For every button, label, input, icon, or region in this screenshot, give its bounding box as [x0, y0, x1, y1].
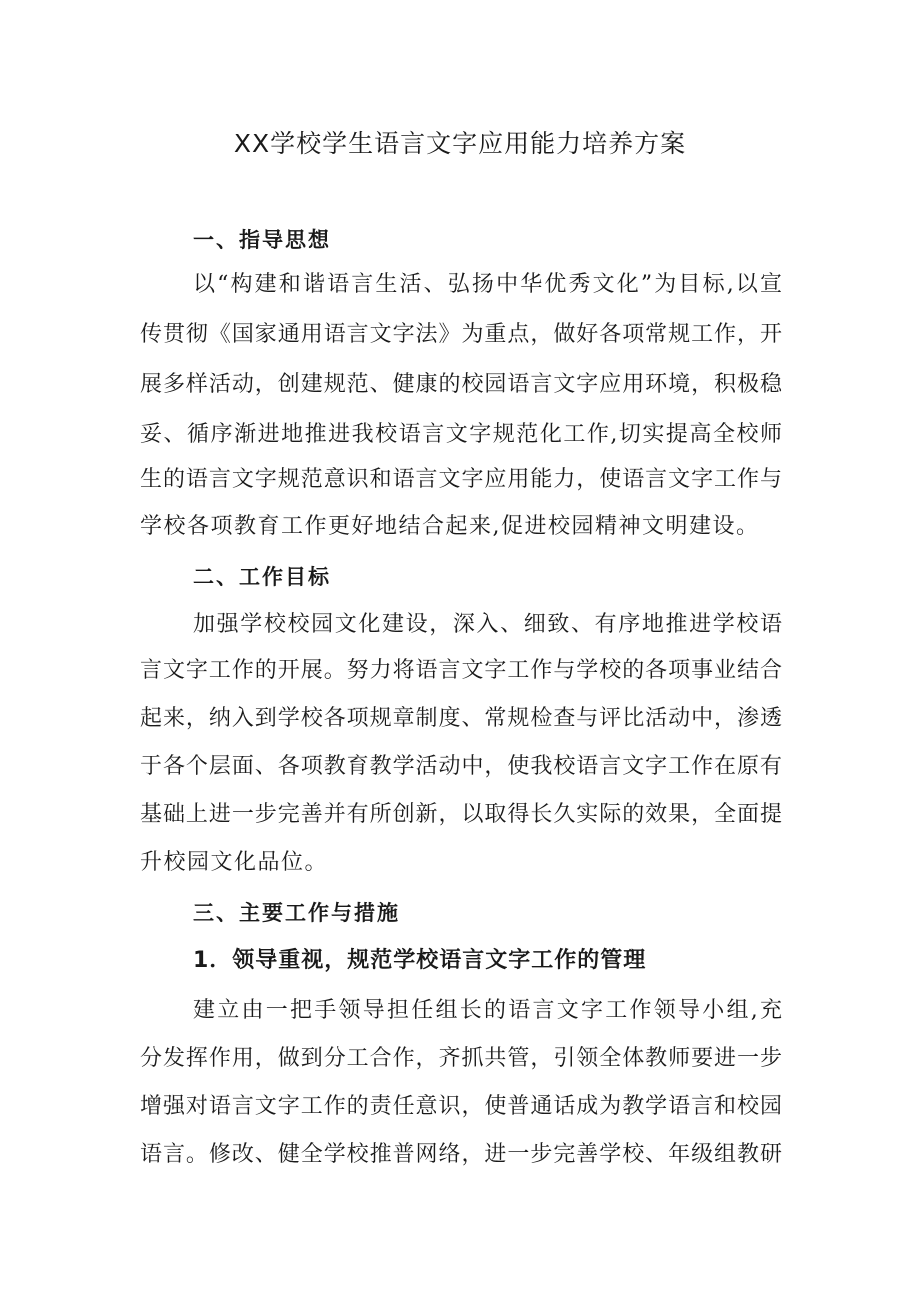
paragraph-line: 分发挥作用，做到分工合作，齐抓共管，引领全体教师要进一步: [140, 1046, 782, 1071]
section-heading-main-work: 三、主要工作与措施: [193, 901, 400, 925]
paragraph-line: 增强对语言文字工作的责任意识，使普通话成为教学语言和校园: [140, 1094, 782, 1119]
paragraph-line: 学校各项教育工作更好地结合起来,促进校园精神文明建设。: [140, 514, 760, 539]
paragraph-line: 以“构建和谐语言生活、弘扬中华优秀文化”为目标,以宣: [193, 272, 782, 297]
section-heading-guiding-ideology: 一、指导思想: [193, 228, 331, 252]
paragraph-line: 建立由一把手领导担任组长的语言文字工作领导小组,充: [193, 998, 782, 1023]
paragraph-line: 传贯彻《国家通用语言文字法》为重点，做好各项常规工作，开: [140, 322, 782, 347]
document-title: XX学校学生语言文字应用能力培养方案: [233, 129, 687, 158]
section-heading-work-goals: 二、工作目标: [193, 565, 331, 589]
paragraph-line: 升校园文化品位。: [140, 850, 329, 875]
paragraph-line: 生的语言文字规范意识和语言文字应用能力，使语言文字工作与: [140, 467, 782, 492]
paragraph-line: 展多样活动，创建规范、健康的校园语言文字应用环境，积极稳: [140, 372, 782, 397]
subsection-heading-leadership: 1．领导重视，规范学校语言文字工作的管理: [193, 948, 647, 973]
paragraph-line: 起来，纳入到学校各项规章制度、常规检查与评比活动中，渗透: [140, 706, 782, 731]
paragraph-line: 于各个层面、各项教育教学活动中，使我校语言文字工作在原有: [140, 754, 782, 779]
paragraph-line: 加强学校校园文化建设，深入、细致、有序地推进学校语: [193, 612, 782, 637]
paragraph-line: 妥、循序渐进地推进我校语言文字规范化工作,切实提高全校师: [140, 422, 782, 447]
paragraph-line: 语言。修改、健全学校推普网络，进一步完善学校、年级组教研: [140, 1142, 782, 1167]
paragraph-line: 基础上进一步完善并有所创新，以取得长久实际的效果，全面提: [140, 802, 782, 827]
paragraph-line: 言文字工作的开展。努力将语言文字工作与学校的各项事业结合: [140, 658, 782, 683]
